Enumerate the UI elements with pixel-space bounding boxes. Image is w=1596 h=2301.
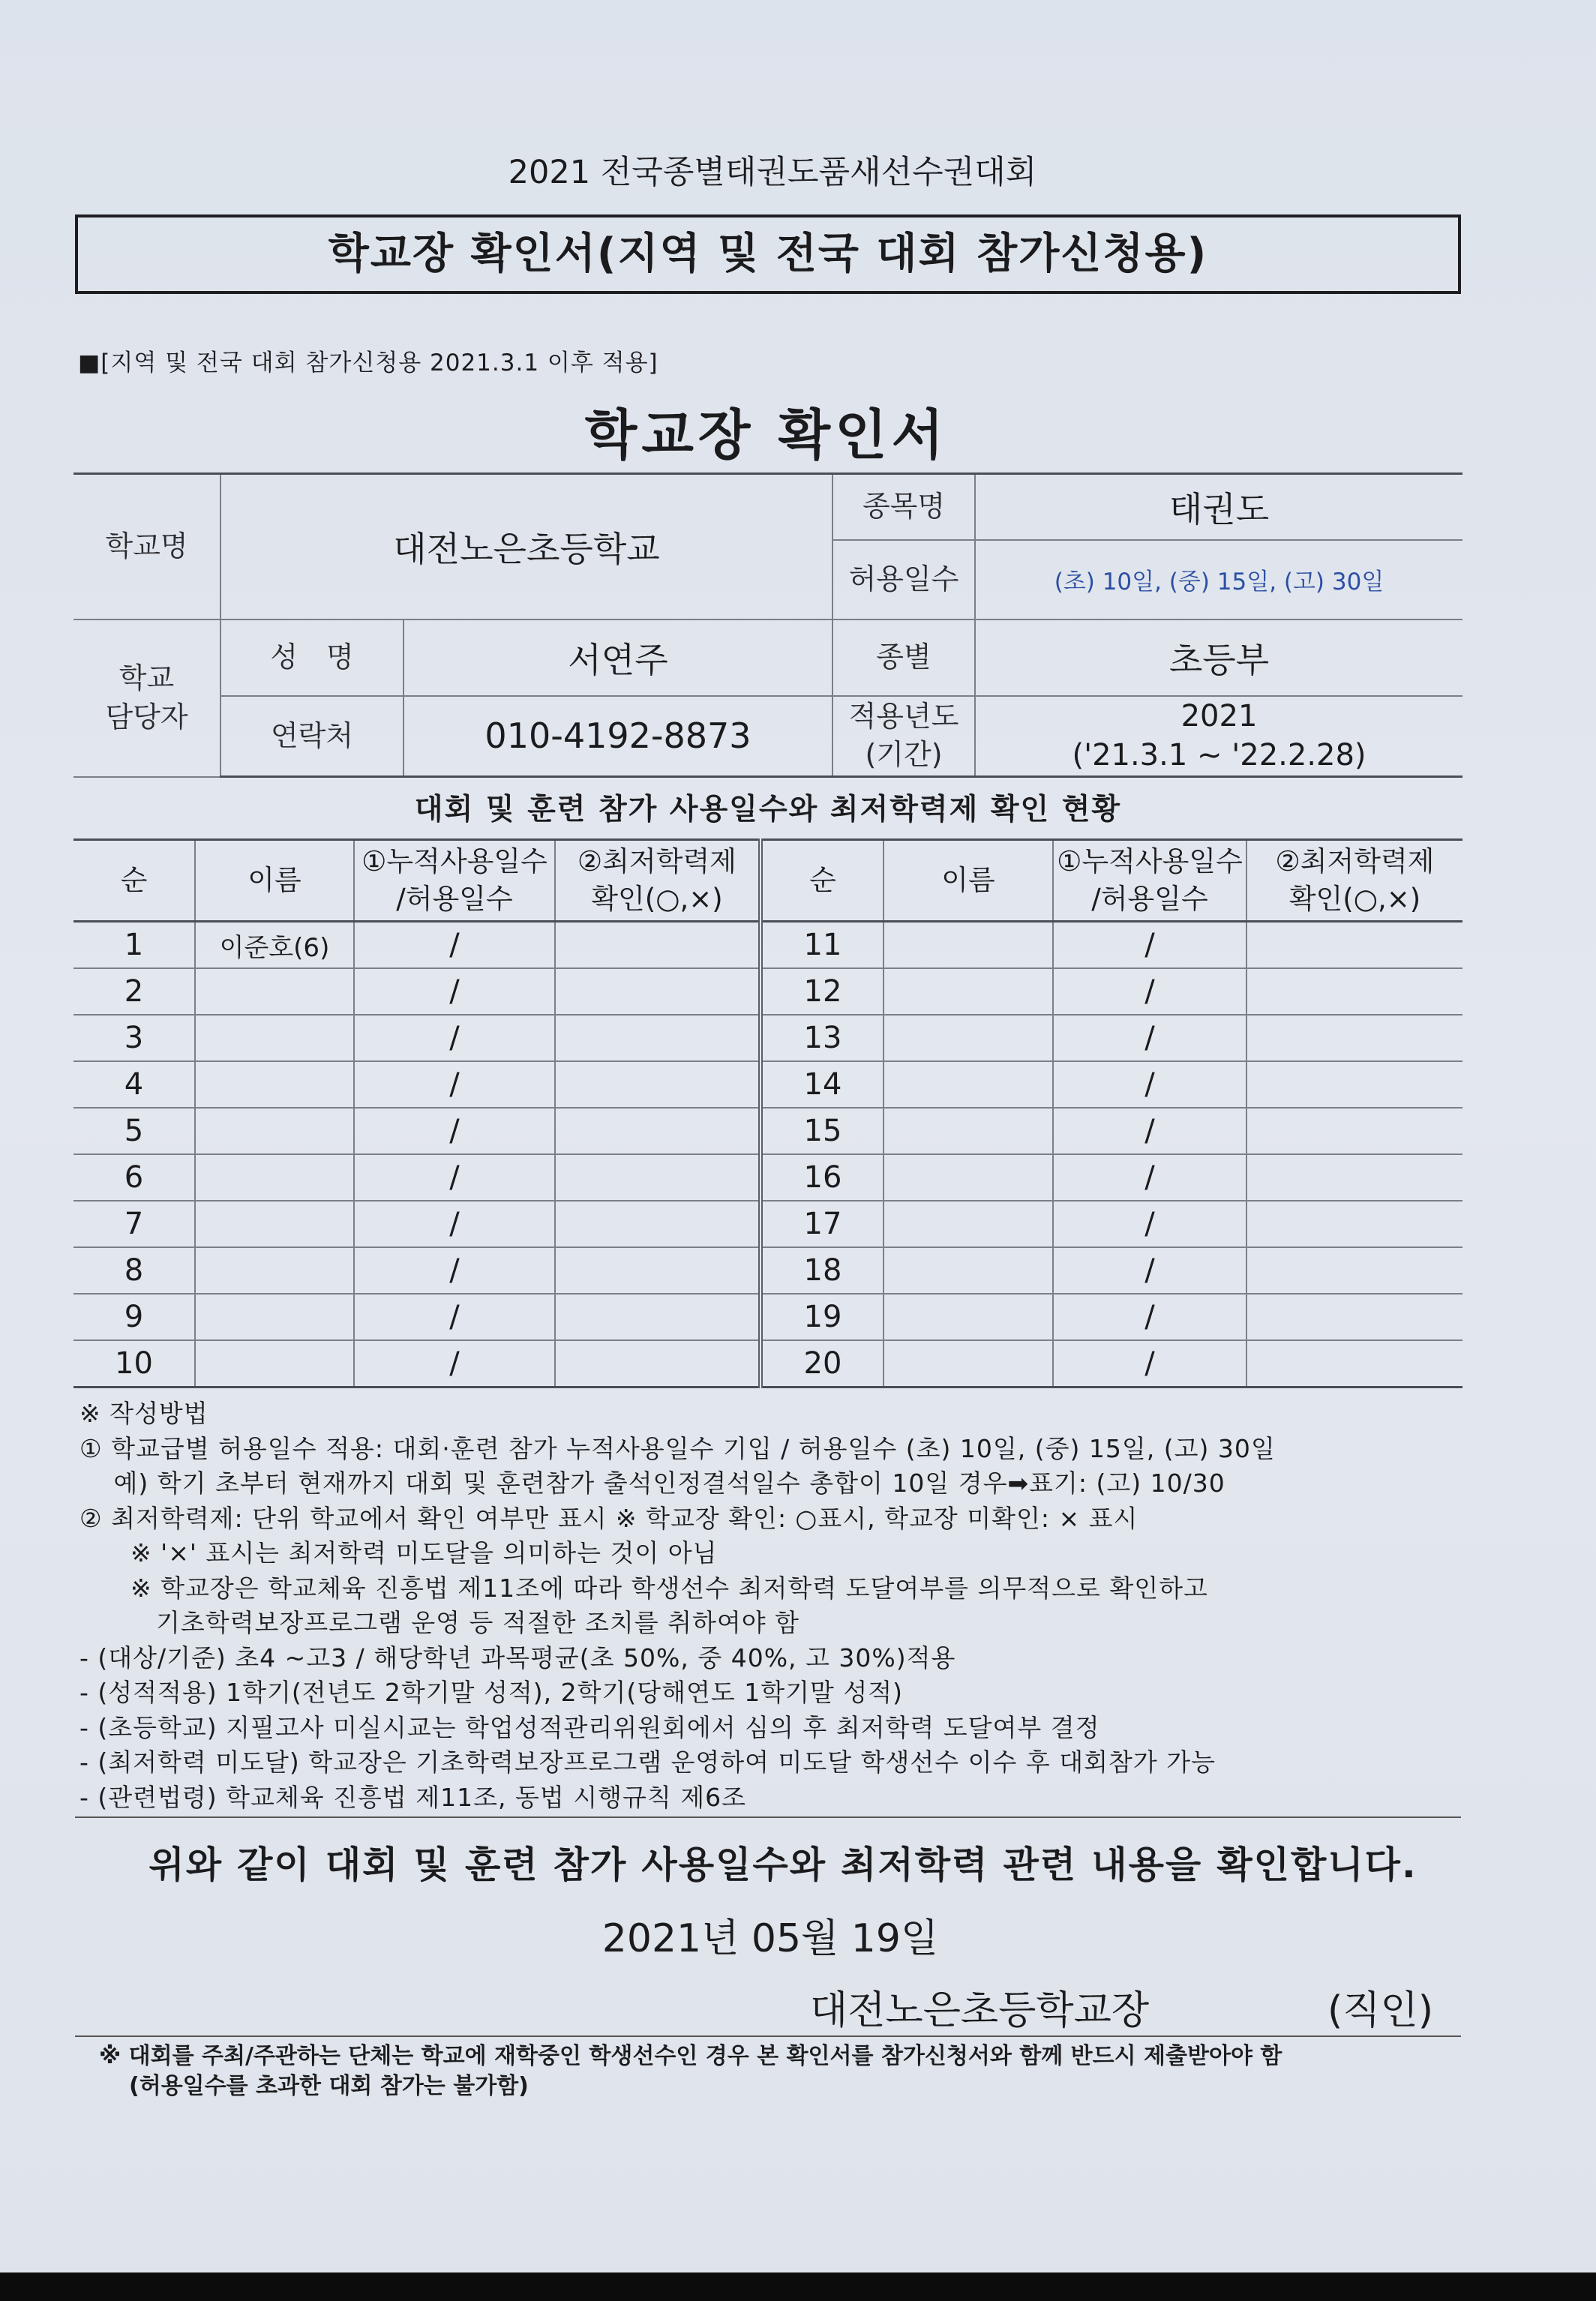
student-name-cell	[884, 1108, 1053, 1154]
name-value: 서연주	[404, 620, 832, 696]
section-title: 대회 및 훈련 참가 사용일수와 최저학력제 확인 현황	[414, 793, 1122, 826]
days-used-cell: /	[354, 1015, 555, 1061]
period-value	[975, 696, 1462, 777]
row-number-cell: 19	[760, 1294, 884, 1340]
divider	[75, 2036, 1461, 2037]
student-name-cell	[884, 1247, 1053, 1294]
student-name-cell	[195, 1061, 354, 1108]
instruction-line: ※ 학교장은 학교체육 진흥법 제11조에 따라 학생선수 최저학력 도달여부를 의무적으로 확인하고	[80, 1573, 1208, 1603]
header-days-line2: /허용일수	[396, 883, 513, 915]
days-used-cell: /	[354, 1108, 555, 1154]
instructions-block	[80, 1396, 1460, 1815]
header-acad-left	[555, 840, 760, 922]
instruction-line: - (최저학력 미도달) 학교장은 기초학력보장프로그램 운영하여 미도달 학생선수 이수 후 대회참가 가능	[80, 1748, 1216, 1777]
header-days-line1: ①누적사용일수	[1057, 845, 1243, 878]
instruction-line: - (대상/기준) 초4 ~고3 / 해당학년 과목평균(초 50%, 중 40%, 고 30%)적용	[80, 1642, 956, 1672]
period-value-line2: ('21.3.1 ~ '22.2.28)	[1072, 738, 1366, 773]
official-seal: (직인)	[1328, 1988, 1434, 2033]
days-used-cell: /	[1053, 1154, 1246, 1201]
event-title: 2021 전국종별태권도품새선수권대회	[508, 154, 1037, 191]
student-name-cell	[884, 1015, 1053, 1061]
row-number-cell: 13	[760, 1015, 884, 1061]
academic-check-cell	[555, 1247, 760, 1294]
period-label	[832, 696, 975, 777]
footnote-line2: (허용일수를 초과한 대회 참가는 불가함)	[129, 2073, 529, 2099]
header-days-right	[1053, 840, 1246, 922]
row-number-cell: 15	[760, 1108, 884, 1154]
school-value: 대전노은초등학교	[220, 474, 832, 620]
name-label: 성 명	[220, 620, 404, 696]
manager-label-line2: 담당자	[105, 700, 188, 734]
row-number-cell: 1	[74, 922, 195, 969]
row-number-cell: 9	[74, 1294, 195, 1340]
instruction-line: - (성적적용) 1학기(전년도 2학기말 성적), 2학기(당해연도 1학기말 성적)	[80, 1678, 904, 1707]
division-value: 초등부	[975, 620, 1462, 696]
academic-check-cell	[555, 1154, 760, 1201]
academic-check-cell	[1246, 1247, 1462, 1294]
row-number-cell: 12	[760, 968, 884, 1015]
contact-label: 연락처	[220, 696, 404, 777]
row-number-cell: 18	[760, 1247, 884, 1294]
days-used-cell: /	[354, 922, 555, 969]
period-label-line2: (기간)	[865, 738, 943, 772]
days-used-cell: /	[1053, 1061, 1246, 1108]
header-no-left: 순	[74, 840, 195, 922]
row-number-cell: 17	[760, 1201, 884, 1247]
confirmation-statement: 위와 같이 대회 및 훈련 참가 사용일수와 최저학력 관련 내용을 확인합니다.	[148, 1844, 1418, 1886]
table-row	[74, 968, 1462, 1015]
student-name-cell	[195, 1247, 354, 1294]
row-number-cell: 6	[74, 1154, 195, 1201]
days-used-cell: /	[354, 1340, 555, 1388]
table-row	[74, 1061, 1462, 1108]
academic-check-cell	[555, 1108, 760, 1154]
academic-check-cell	[555, 1340, 760, 1388]
academic-check-cell	[1246, 968, 1462, 1015]
academic-check-cell	[555, 922, 760, 969]
row-number-cell: 7	[74, 1201, 195, 1247]
instruction-line: ② 최저학력제: 단위 학교에서 확인 여부만 표시 ※ 학교장 확인: ○표시, 학교장 미확인: × 표시	[80, 1503, 1138, 1533]
allowed-days-label: 허용일수	[832, 540, 975, 620]
row-number-cell: 5	[74, 1108, 195, 1154]
days-used-cell: /	[354, 1294, 555, 1340]
table-row	[74, 1108, 1462, 1154]
student-name-cell	[195, 968, 354, 1015]
row-number-cell: 10	[74, 1340, 195, 1388]
days-used-cell: /	[354, 1154, 555, 1201]
signature-date: 2021년 05월 19일	[602, 1916, 939, 1961]
days-used-cell: /	[1053, 1340, 1246, 1388]
table-row	[74, 1154, 1462, 1201]
row-number-cell: 20	[760, 1340, 884, 1388]
info-table	[74, 472, 1462, 778]
days-used-cell: /	[1053, 968, 1246, 1015]
row-number-cell: 14	[760, 1061, 884, 1108]
instruction-line: ① 학교급별 허용일수 적용: 대회·훈련 참가 누적사용일수 기입 / 허용일수 (초) 10일, (중) 15일, (고) 30일	[80, 1433, 1276, 1463]
period-value-line1: 2021	[1180, 699, 1258, 734]
student-name-cell: 이준호(6)	[195, 922, 354, 969]
banner-title: 학교장 확인서(지역 및 전국 대회 참가신청용)	[75, 214, 1461, 294]
table-row	[74, 1294, 1462, 1340]
allowed-days-value: (초) 10일, (중) 15일, (고) 30일	[975, 540, 1462, 620]
row-number-cell: 8	[74, 1247, 195, 1294]
school-label: 학교명	[74, 474, 220, 620]
student-name-cell	[195, 1201, 354, 1247]
header-days-left	[354, 840, 555, 922]
student-name-cell	[884, 968, 1053, 1015]
days-used-cell: /	[1053, 1247, 1246, 1294]
period-label-line1: 적용년도	[848, 699, 959, 733]
days-used-cell: /	[1053, 1201, 1246, 1247]
student-name-cell	[884, 1294, 1053, 1340]
header-name-left: 이름	[195, 840, 354, 922]
academic-check-cell	[1246, 1015, 1462, 1061]
table-row	[74, 1015, 1462, 1061]
instruction-line: - (관련법령) 학교체육 진흥법 제11조, 동법 시행규칙 제6조	[80, 1782, 746, 1812]
header-acad-line2: 확인(○,×)	[591, 883, 723, 915]
academic-check-cell	[1246, 1108, 1462, 1154]
row-number-cell: 3	[74, 1015, 195, 1061]
manager-label	[74, 620, 220, 777]
header-no-right: 순	[760, 840, 884, 922]
sport-label: 종목명	[832, 474, 975, 540]
student-name-cell	[195, 1154, 354, 1201]
academic-check-cell	[555, 1015, 760, 1061]
academic-check-cell	[555, 1201, 760, 1247]
usage-grid	[74, 838, 1462, 1388]
student-name-cell	[195, 1294, 354, 1340]
division-label: 종별	[832, 620, 975, 696]
academic-check-cell	[1246, 1201, 1462, 1247]
table-row	[74, 922, 1462, 969]
academic-check-cell	[1246, 1294, 1462, 1340]
table-row	[74, 1201, 1462, 1247]
days-used-cell: /	[1053, 1294, 1246, 1340]
header-acad-line1: ②최저학력제	[578, 845, 736, 878]
manager-label-line1: 학교	[118, 662, 175, 695]
row-number-cell: 2	[74, 968, 195, 1015]
student-name-cell	[884, 1061, 1053, 1108]
student-name-cell	[195, 1015, 354, 1061]
principal-name: 대전노은초등학교장	[810, 1988, 1150, 2033]
instruction-line: - (초등학교) 지필고사 미실시교는 학업성적관리위원회에서 심의 후 최저학력 도달여부 결정	[80, 1712, 1100, 1742]
row-number-cell: 4	[74, 1061, 195, 1108]
contact-value: 010-4192-8873	[404, 696, 832, 777]
instruction-line: 기초학력보장프로그램 운영 등 적절한 조치를 취하여야 함	[80, 1608, 800, 1637]
instruction-line: ※ '×' 표시는 최저학력 미도달을 의미하는 것이 아님	[80, 1538, 718, 1568]
form-title: 학교장 확인서	[584, 404, 949, 466]
academic-check-cell	[1246, 1154, 1462, 1201]
academic-check-cell	[1246, 1340, 1462, 1388]
academic-check-cell	[555, 968, 760, 1015]
academic-check-cell	[555, 1061, 760, 1108]
row-number-cell: 11	[760, 922, 884, 969]
photo-background-edge	[0, 2272, 1596, 2301]
footnote-line1: ※ 대회를 주최/주관하는 단체는 학교에 재학중인 학생선수인 경우 본 확인서를 참가신청서와 함께 반드시 제출받아야 함	[99, 2043, 1282, 2069]
header-acad-right	[1246, 840, 1462, 922]
student-name-cell	[884, 1340, 1053, 1388]
applicability-note: ■[지역 및 전국 대회 참가신청용 2021.3.1 이후 적용]	[78, 350, 658, 376]
footnote	[99, 2042, 1449, 2102]
student-name-cell	[195, 1340, 354, 1388]
table-row	[74, 1247, 1462, 1294]
days-used-cell: /	[354, 1247, 555, 1294]
days-used-cell: /	[354, 968, 555, 1015]
header-days-line2: /허용일수	[1091, 883, 1208, 915]
student-name-cell	[884, 1154, 1053, 1201]
days-used-cell: /	[354, 1061, 555, 1108]
student-name-cell	[195, 1108, 354, 1154]
instruction-line: 예) 학기 초부터 현재까지 대회 및 훈련참가 출석인정결석일수 총합이 10일 경우➡표기: (고) 10/30	[80, 1468, 1226, 1498]
header-days-line1: ①누적사용일수	[362, 845, 548, 878]
row-number-cell: 16	[760, 1154, 884, 1201]
days-used-cell: /	[1053, 1015, 1246, 1061]
days-used-cell: /	[1053, 922, 1246, 969]
table-row	[74, 1340, 1462, 1388]
academic-check-cell	[555, 1294, 760, 1340]
header-acad-line1: ②최저학력제	[1275, 845, 1435, 878]
header-name-right: 이름	[884, 840, 1053, 922]
divider	[75, 1816, 1461, 1818]
student-name-cell	[884, 922, 1053, 969]
academic-check-cell	[1246, 1061, 1462, 1108]
instruction-line: ※ 작성방법	[80, 1399, 208, 1428]
academic-check-cell	[1246, 922, 1462, 969]
days-used-cell: /	[354, 1201, 555, 1247]
sport-value: 태권도	[975, 474, 1462, 540]
student-name-cell	[884, 1201, 1053, 1247]
days-used-cell: /	[1053, 1108, 1246, 1154]
header-acad-line2: 확인(○,×)	[1288, 883, 1421, 915]
